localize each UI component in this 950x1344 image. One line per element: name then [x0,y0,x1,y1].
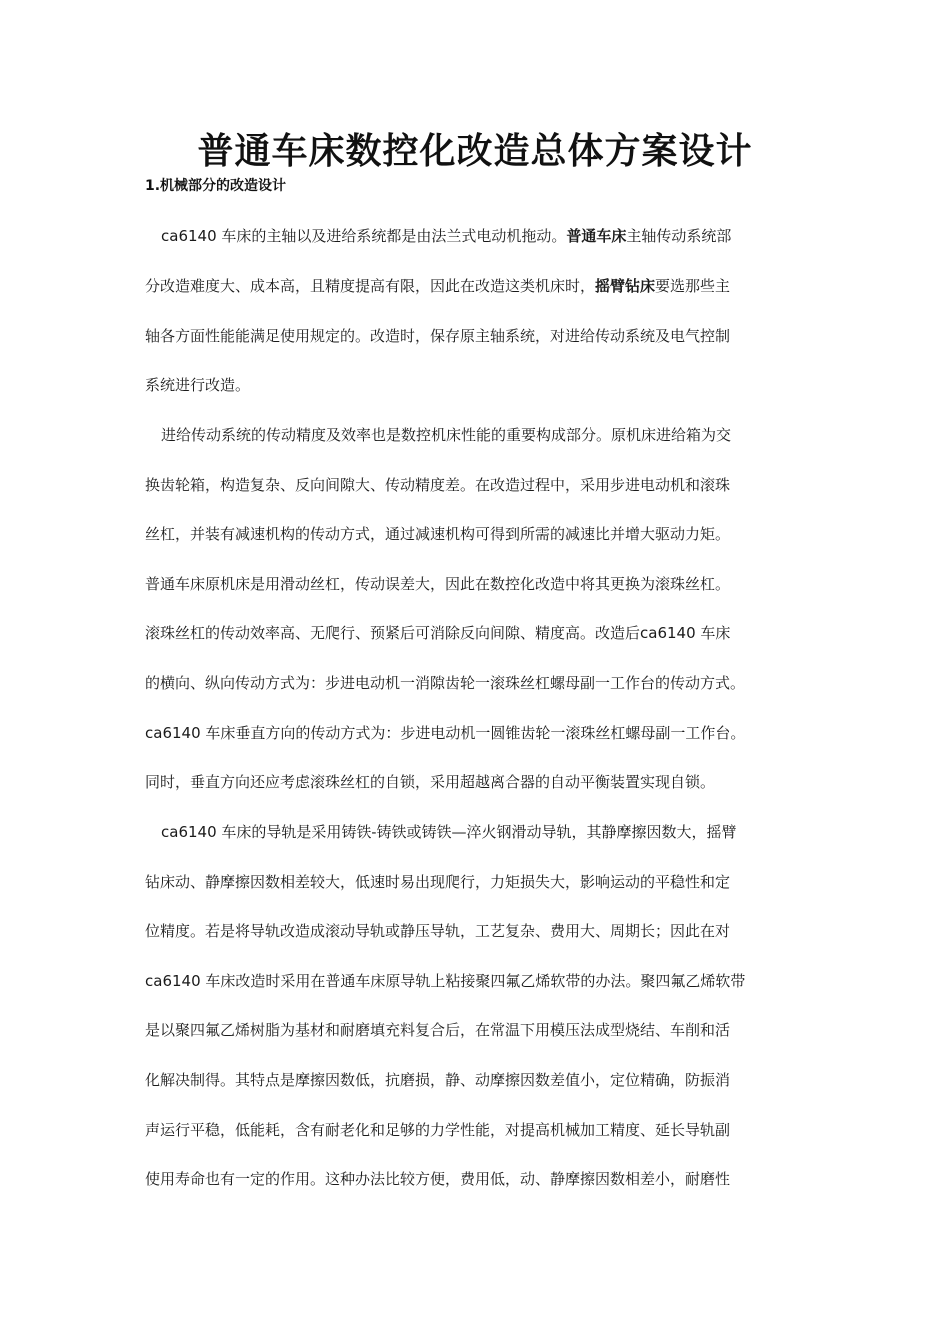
paragraph-2-line-4: 普通车床原机床是用滑动丝杠，传动误差大，因此在数控化改造中将其更换为滚珠丝杠。 [145,575,731,593]
bold-keyword: 普通车床 [566,227,627,245]
paragraph-3-line-6: 化解决制得。其特点是摩擦因数低，抗磨损，静、动摩擦因数差值小，定位精确，防振消 [145,1071,731,1089]
text-run: ca6140 [640,624,696,642]
bold-keyword: 摇臂钻床 [595,277,656,295]
paragraph-3-line-1 [145,820,831,844]
text-run: ca6140 [145,724,201,742]
paragraph-3-line-7: 声运行平稳，低能耗，含有耐老化和足够的力学性能，对提高机械加工精度、延长导轨副 [145,1121,731,1139]
text-run: ca6140 [145,972,201,990]
paragraph-1-line-2 [145,274,815,298]
text-run: 要选那些主 [655,277,731,295]
paragraph-2-line-6: 的横向、纵向传动方式为：步进电动机一消隙齿轮一滚珠丝杠螺母副一工作台的传动方式。 [145,674,746,692]
paragraph-2-line-2: 换齿轮箱，构造复杂、反向间隙大、传动精度差。在改造过程中，采用步进电动机和滚珠 [145,476,731,494]
text-run: ca6140 [161,227,217,245]
text-run: 车床的主轴以及进给系统都是由法兰式电动机拖动。 [216,227,567,245]
text-run: 主轴传动系统部 [626,227,732,245]
paragraph-1-line-3: 轴各方面性能能满足使用规定的。改造时，保存原主轴系统，对进给传动系统及电气控制 [145,327,731,345]
paragraph-3-line-5: 是以聚四氟乙烯树脂为基材和耐磨填充料复合后，在常温下用模压法成型烧结、车削和活 [145,1021,731,1039]
text-run: 车床垂直方向的传动方式为：步进电动机一圆锥齿轮一滚珠丝杠螺母副一工作台。 [200,724,746,742]
paragraph-3-line-4 [145,969,815,993]
text-run: ca6140 [161,823,217,841]
text-run: 车床的导轨是采用铸铁-铸铁或铸铁—淬火钢滑动导轨，其静摩擦因数大，摇臂 [216,823,737,841]
section-heading: 1.机械部分的改造设计 [145,178,287,194]
paragraph-1-line-4: 系统进行改造。 [145,376,251,394]
paragraph-3-line-3: 位精度。若是将导轨改造成滚动导轨或静压导轨，工艺复杂、费用大、周期长；因此在对 [145,922,731,940]
text-run: 分改造难度大、成本高，且精度提高有限，因此在改造这类机床时， [145,277,596,295]
paragraph-3-line-8: 使用寿命也有一定的作用。这种办法比较方便，费用低，动、静摩擦因数相差小，耐磨性 [145,1170,731,1188]
paragraph-1-line-1 [145,224,831,248]
page-title: 普通车床数控化改造总体方案设计 [197,130,753,172]
text-run: 滚珠丝杠的传动效率高、无爬行、预紧后可消除反向间隙、精度高。改造后 [145,624,641,642]
paragraph-2-line-1: 进给传动系统的传动精度及效率也是数控机床性能的重要构成部分。原机床进给箱为交 [161,426,732,444]
paragraph-2-line-3: 丝杠，并装有减速机构的传动方式，通过减速机构可得到所需的减速比并增大驱动力矩。 [145,525,731,543]
text-run: 车床改造时采用在普通车床原导轨上粘接聚四氟乙烯软带的办法。聚四氟乙烯软带 [200,972,746,990]
text-run: 车床 [695,624,731,642]
paragraph-2-line-5 [145,621,815,645]
paragraph-2-line-7 [145,721,815,745]
paragraph-2-line-8: 同时，垂直方向还应考虑滚珠丝杠的自锁，采用超越离合器的自动平衡装置实现自锁。 [145,773,716,791]
paragraph-3-line-2: 钻床动、静摩擦因数相差较大，低速时易出现爬行，力矩损失大，影响运动的平稳性和定 [145,873,731,891]
